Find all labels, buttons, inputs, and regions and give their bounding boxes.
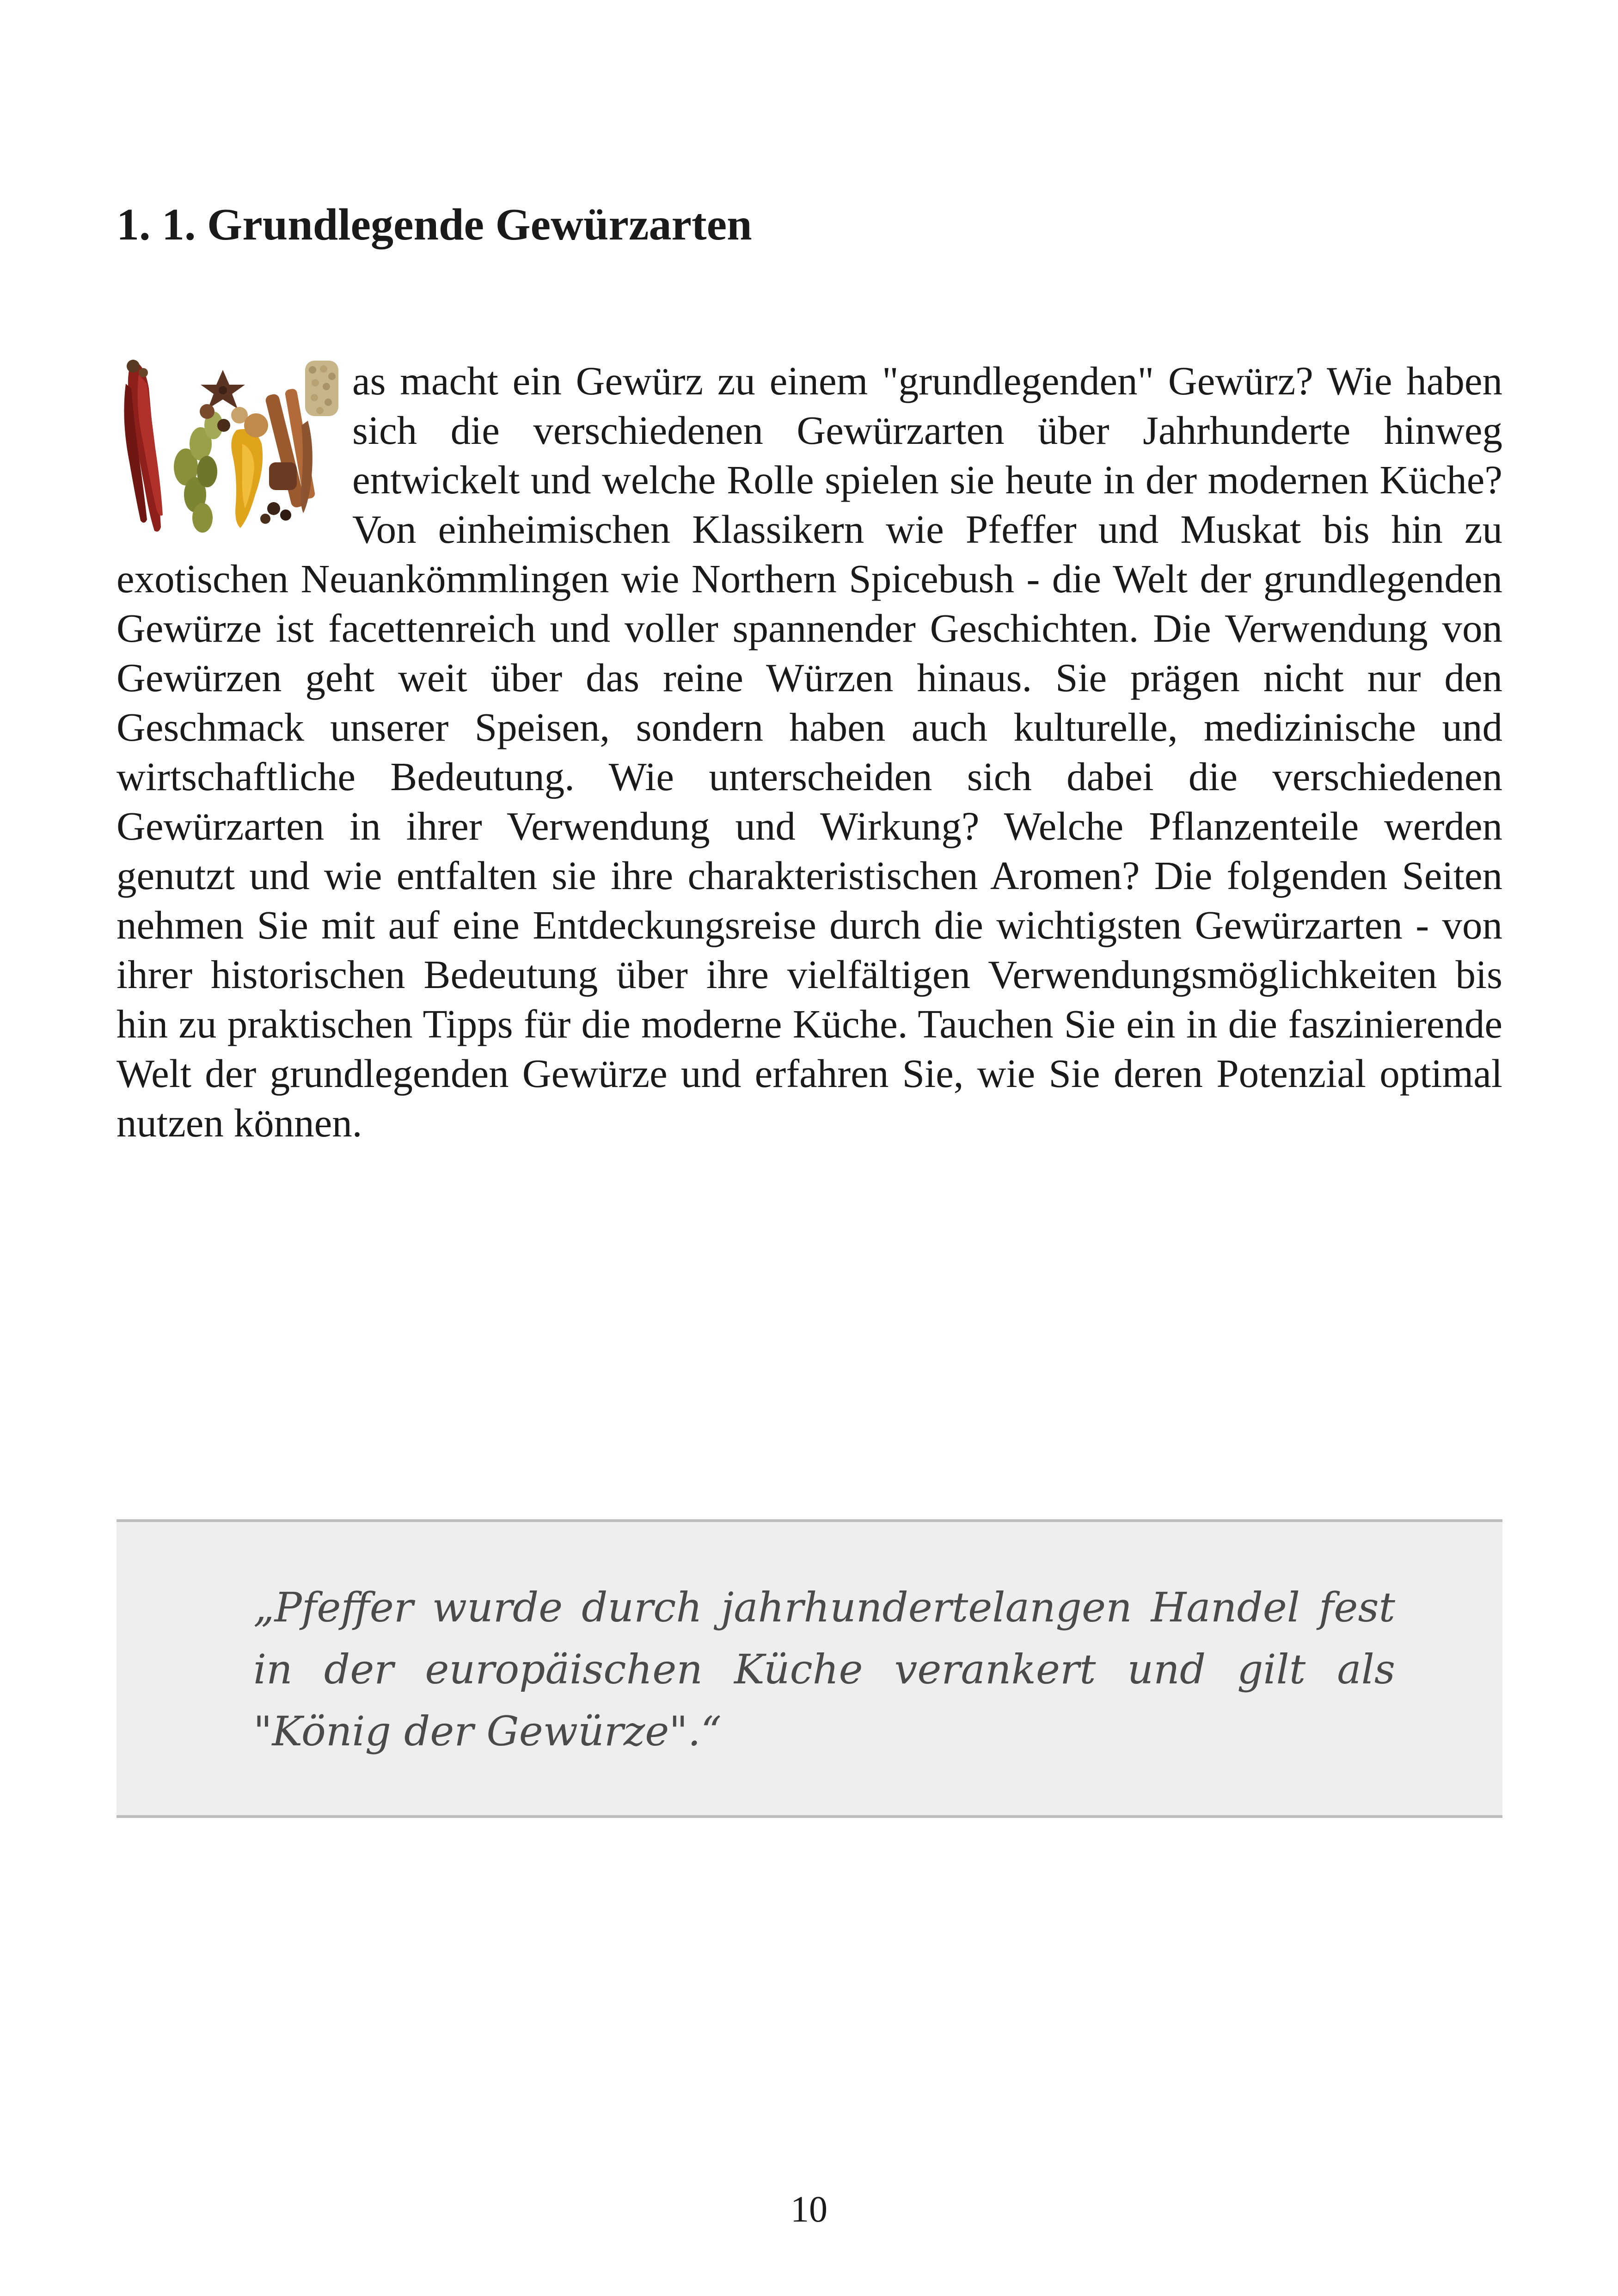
cardamom-stroke bbox=[174, 411, 223, 533]
spice-letter-w-image bbox=[116, 356, 342, 541]
quote-text: „Pfeffer wurde durch jahrhundertelangen Handel fest in der europäischen Küche verankert und gilt als "König der Gewürze".“ bbox=[253, 1584, 1395, 1755]
page-number: 10 bbox=[791, 2189, 827, 2230]
body-block bbox=[116, 356, 1502, 1148]
body-paragraph: as macht ein Gewürz zu einem "grundlegenden" Gewürz? Wie haben sich die verschiedenen Gewürzarten über Jahrhunderte hinweg entwickelt und welche Rolle spielen sie heute in der modernen Küche? Von einheimischen Klassikern wie Pfeffer und Muskat bis hin zu exotischen Neuankömmlingen wie Northern Spicebush - die Welt der grundlegenden Gewürze ist facettenreich und voller spannender Geschichten. Die Verwendung von Gewürzen geht weit über das reine Würzen hinaus. Sie prägen nicht nur den Geschmack unserer Speisen, sondern haben auch kulturelle, medizinische und wirtschaftliche Bedeutung. Wie unterscheiden sich dabei die verschiedenen Gewürzarten in ihrer Verwendung und Wirkung? Welche Pflanzenteile werden genutzt und wie entfalten sie ihre charakteristischen Aromen? Die folgenden Seiten nehmen Sie mit auf eine Entdeckungsreise durch die wichtigsten Gewürzarten - von ihrer historischen Bedeutung über ihre vielfältigen Verwendungsmöglichkeiten bis hin zu praktischen Tipps für die moderne Küche. Tauchen Sie ein in die faszinierende Welt der grundlegenden Gewürze und erfahren Sie, wie Sie deren Potenzial optimal nutzen können. bbox=[116, 358, 1502, 1145]
chili-pepper-stroke bbox=[124, 360, 163, 532]
section-heading: 1. 1. Grundlegende Gewürzarten bbox=[116, 200, 752, 250]
coriander-seed-cluster bbox=[301, 361, 338, 513]
quote-box bbox=[116, 1519, 1502, 1818]
turmeric-stroke bbox=[231, 413, 268, 528]
